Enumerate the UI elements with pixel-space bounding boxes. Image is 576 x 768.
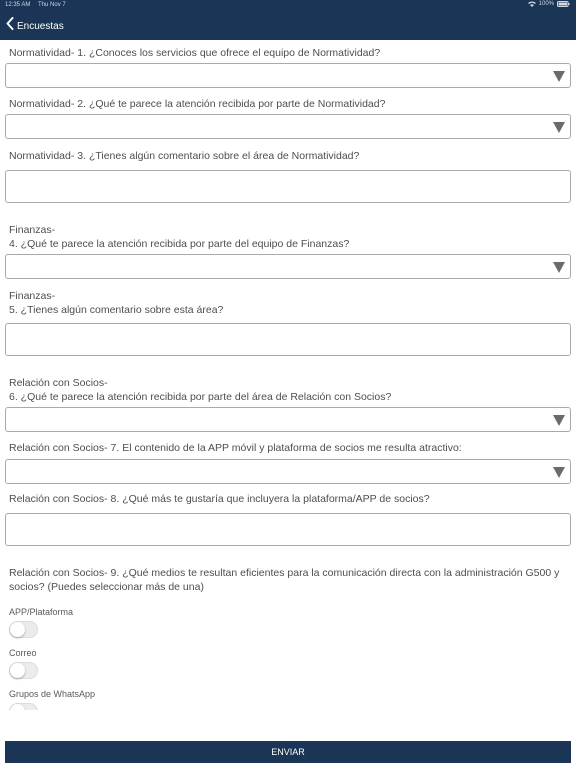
back-label: Encuestas <box>17 20 64 32</box>
toggle-knob <box>10 622 25 637</box>
wifi-icon <box>528 1 536 7</box>
option-whatsapp-label: Grupos de WhatsApp <box>9 689 96 699</box>
question-1-select[interactable] <box>5 63 571 88</box>
question-9-label: Relación con Socios- 9. ¿Qué medios te resultan eficientes para la comunicación directa con la administración G500 y socios? (Puedes seleccionar más de una) <box>9 567 560 593</box>
question-5-section: Finanzas- <box>9 290 56 302</box>
status-time: 12:35 AM <box>5 2 31 8</box>
dropdown-arrow-icon <box>553 467 565 478</box>
toggle-knob <box>10 704 25 710</box>
option-app-toggle[interactable] <box>9 621 38 638</box>
question-2-select[interactable] <box>5 114 571 139</box>
battery-icon <box>557 1 570 7</box>
survey-form[interactable] <box>0 40 576 710</box>
dropdown-arrow-icon <box>553 415 565 426</box>
toggle-knob <box>10 663 25 678</box>
option-correo-toggle[interactable] <box>9 662 38 679</box>
question-7-label: Relación con Socios- 7. El contenido de la APP móvil y plataforma de socios me resulta atractivo: <box>9 442 462 454</box>
status-bar <box>0 0 576 11</box>
status-date: Thu Nov 7 <box>38 2 66 8</box>
question-5-label: 5. ¿Tienes algún comentario sobre esta área? <box>9 304 224 316</box>
question-5-input[interactable] <box>5 323 571 356</box>
navigation-bar <box>0 11 576 40</box>
question-4-section: Finanzas- <box>9 224 56 236</box>
question-8-input[interactable] <box>5 513 571 546</box>
option-whatsapp-toggle[interactable] <box>9 703 38 710</box>
battery-percent: 100% <box>538 1 554 7</box>
dropdown-arrow-icon <box>553 122 565 133</box>
chevron-left-icon <box>6 17 14 35</box>
question-6-select[interactable] <box>5 407 571 432</box>
question-6-section: Relación con Socios- <box>9 377 108 389</box>
dropdown-arrow-icon <box>553 71 565 82</box>
question-3-input[interactable] <box>5 170 571 203</box>
question-7-select[interactable] <box>5 459 571 484</box>
question-3-label: Normatividad- 3. ¿Tienes algún comentario sobre el área de Normatividad? <box>9 150 360 162</box>
question-2-label: Normatividad- 2. ¿Qué te parece la atención recibida por parte de Normatividad? <box>9 98 386 110</box>
back-button[interactable] <box>6 17 64 35</box>
dropdown-arrow-icon <box>553 262 565 273</box>
question-4-select[interactable] <box>5 254 571 279</box>
question-8-label: Relación con Socios- 8. ¿Qué más te gustaría que incluyera la plataforma/APP de socios? <box>9 493 430 505</box>
submit-button[interactable]: ENVIAR <box>5 741 571 763</box>
option-correo-label: Correo <box>9 648 37 658</box>
question-4-label: 4. ¿Qué te parece la atención recibida por parte del equipo de Finanzas? <box>9 238 350 250</box>
question-6-label: 6. ¿Qué te parece la atención recibida por parte del área de Relación con Socios? <box>9 391 392 403</box>
question-1-label: Normatividad- 1. ¿Conoces los servicios que ofrece el equipo de Normatividad? <box>9 47 381 59</box>
option-app-label: APP/Plataforma <box>9 607 74 617</box>
